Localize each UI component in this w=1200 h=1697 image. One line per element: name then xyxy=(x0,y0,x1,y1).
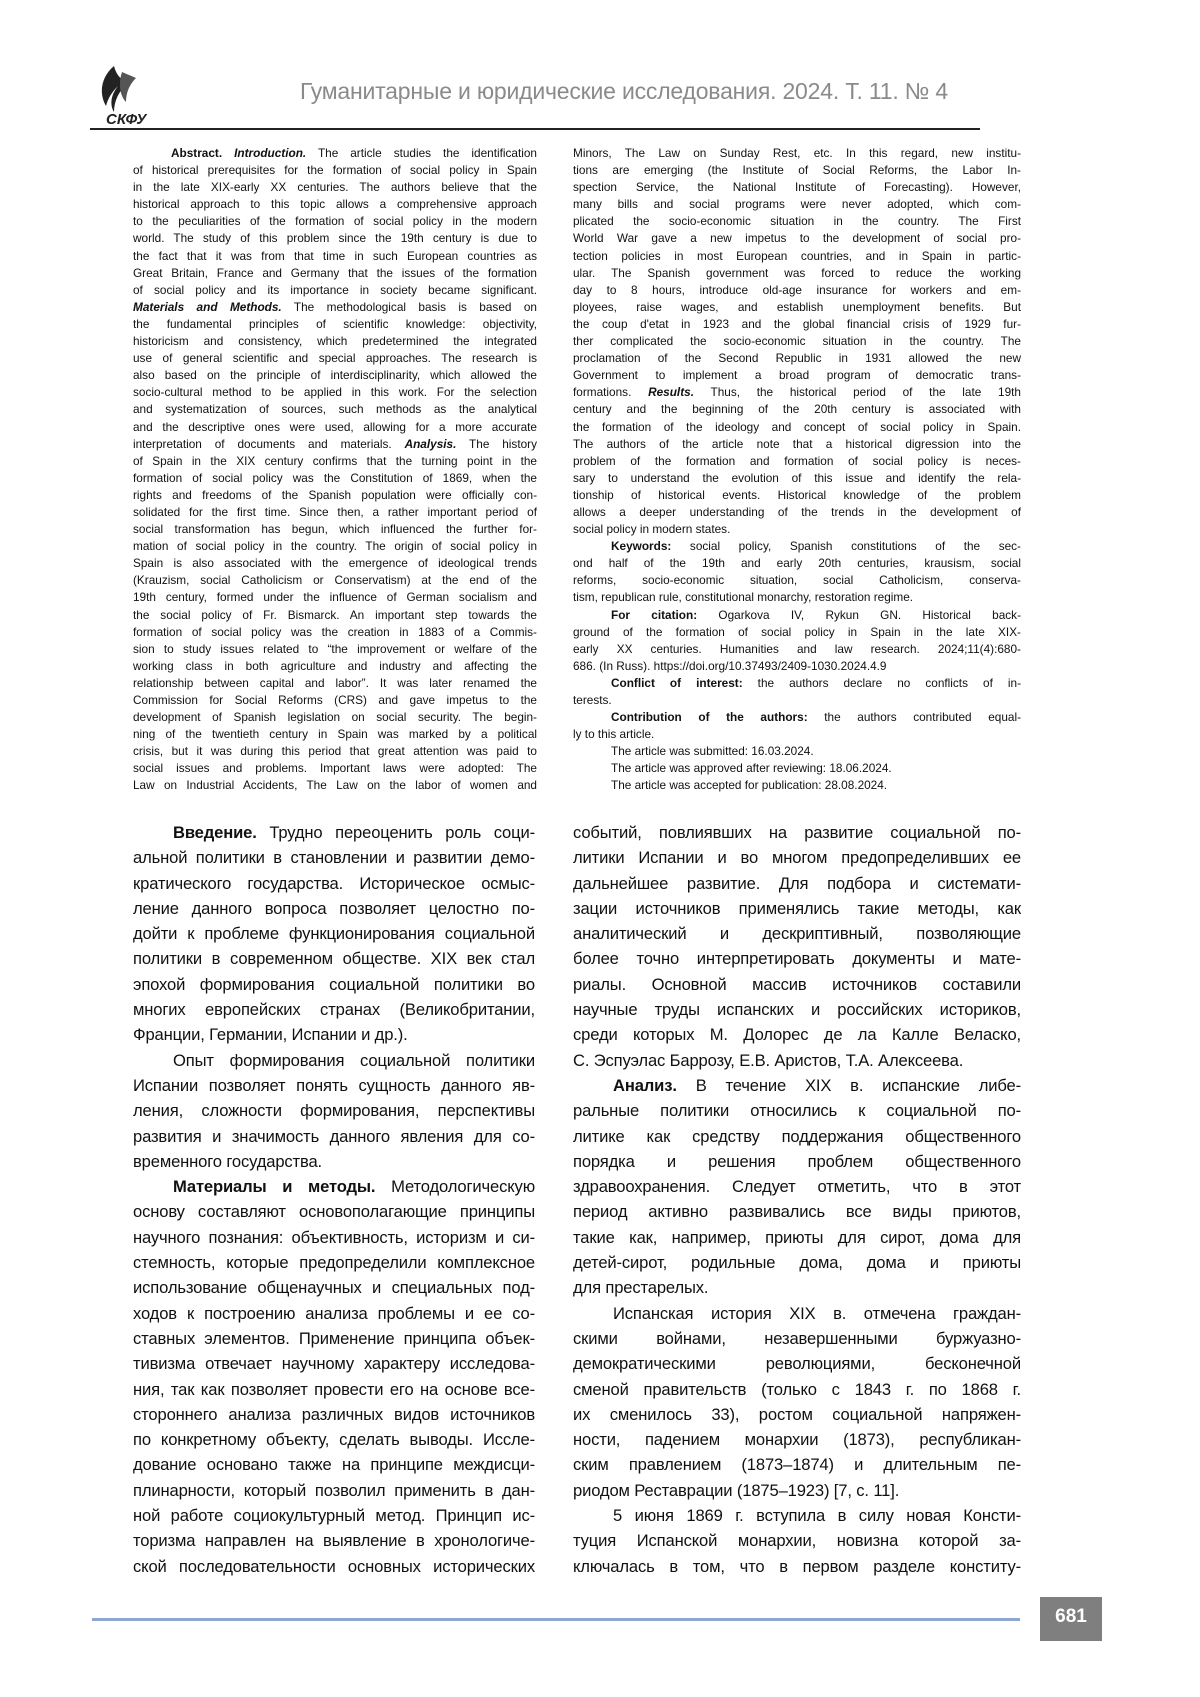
text-line: Government to implement a broad program of democratic trans- xyxy=(573,368,1021,383)
text-line: дальнейшее развитие. Для подбора и системати- xyxy=(573,873,1021,893)
text-line: развития и значимость данного явления для со- xyxy=(133,1126,535,1146)
paragraph xyxy=(573,1503,1021,1579)
text-line: такие как, например, приюты для сирот, дома для xyxy=(573,1227,1021,1247)
text-line: риодом Реставрации (1875–1923) [7, с. 11]. xyxy=(573,1480,900,1500)
text-line: ставных элементов. Применение принципа объек- xyxy=(133,1328,535,1348)
text-line: (Krauzism, social Catholicism or Conservatism) at the end of the xyxy=(133,573,537,588)
text-line: их сменилось 33), ростом социальной напряжен- xyxy=(573,1404,1021,1424)
text-line: rights and freedoms of the Spanish population were officially con- xyxy=(133,487,537,502)
paragraph xyxy=(573,743,1021,760)
text-line: порядка и решения проблем общественного xyxy=(573,1151,1021,1171)
text-line: the formation of the ideology and concept of social policy in Spain. xyxy=(573,419,1021,434)
text-line: early XX centuries. Humanities and law research. 2024;11(4):680- xyxy=(573,641,1021,656)
text-run: The article studies the identification xyxy=(306,146,537,160)
text-line: socio-cultural method to be applied in this work. For the selection xyxy=(133,385,537,400)
text-line: ральные политики относились к социальной по- xyxy=(573,1101,1021,1121)
text-line: tism, republican rule, constitutional monarchy, restoration regime. xyxy=(573,590,914,605)
text-line xyxy=(133,1174,535,1199)
text-line: ond half of the 19th and early 20th centuries, krausism, social xyxy=(573,556,1021,571)
section-lead: Abstract. xyxy=(171,146,235,160)
paragraph xyxy=(573,1073,1021,1301)
text-line: альной политики в становлении и развитии демо- xyxy=(133,848,535,868)
text-line: sary to understand the evolution of this issue and identify the rela- xyxy=(573,470,1021,485)
text-line: Франции, Германии, Испании и др.). xyxy=(133,1025,408,1045)
text-line: ной работе социокультурный метод. Принцип ис- xyxy=(133,1506,535,1526)
text-line: торизма направлен на выявление в хронологиче- xyxy=(133,1531,535,1551)
text-line: reforms, socio-economic situation, social Catholicism, conserva- xyxy=(573,573,1021,588)
text-line: основу составляют основополагающие принципы xyxy=(133,1202,535,1222)
text-line: formation of social policy was the Constitution of 1869, when the xyxy=(133,470,537,485)
text-line xyxy=(133,299,537,316)
paragraph xyxy=(573,760,1021,777)
text-line: The article was submitted: 16.03.2024. xyxy=(611,744,814,759)
text-line: historical approach to this topic allows a comprehensive approach xyxy=(133,197,537,212)
text-line: ходов к построению анализа проблемы и ее со- xyxy=(133,1303,535,1323)
text-line xyxy=(573,675,1021,692)
text-line: ther complicated the socio-economic situation in the country. The xyxy=(573,334,1021,349)
paragraph xyxy=(573,538,1021,606)
text-line xyxy=(573,538,1021,555)
text-line: the coup d'etat in 1923 and the global financial crisis of 1929 fur- xyxy=(573,316,1021,331)
text-line xyxy=(573,384,1021,401)
paragraph xyxy=(133,820,535,1048)
text-run: social policy, Spanish constitutions of the sec- xyxy=(671,539,1021,554)
text-line xyxy=(133,436,537,453)
text-line: Spain is also associated with the emergence of ideological trends xyxy=(133,556,537,571)
paragraph xyxy=(133,1174,535,1579)
text-line: terests. xyxy=(573,693,612,707)
text-line: solidated for the first time. Since then, a rather important period of xyxy=(133,504,537,519)
text-line: The authors of the article note that a historical digression into the xyxy=(573,436,1021,451)
text-line: литики Испании и во многом предопределивших ее xyxy=(573,848,1021,868)
section-lead: Analysis. xyxy=(404,436,457,451)
text-line: ular. The Spanish government was forced to reduce the working xyxy=(573,265,1021,280)
text-line: day to 8 hours, introduce old-age insurance for workers and em- xyxy=(573,282,1021,297)
text-run: В течение XIX в. испанские либе- xyxy=(676,1075,1021,1095)
text-line: social policy in modern states. xyxy=(573,522,731,537)
text-line: historicism and consistency, which predetermined the integrated xyxy=(133,334,537,349)
text-line: демократическими революциями, бесконечной xyxy=(573,1354,1021,1374)
text-line: social issues and problems. Important laws were adopted: The xyxy=(133,761,537,776)
text-line: The article was approved after reviewing: 18.06.2024. xyxy=(611,761,892,776)
text-line: 5 июня 1869 г. вступила в силу новая Консти- xyxy=(613,1506,1021,1526)
footer-divider xyxy=(92,1618,1020,1621)
text-line: дование основано также на принципе междисци- xyxy=(133,1455,535,1475)
text-line: ским правлением (1873–1874) и длительным пе- xyxy=(573,1455,1021,1475)
text-line: скими войнами, незавершенными буржуазно- xyxy=(573,1328,1021,1348)
text-line: тивизма отвечает научному характеру исследова- xyxy=(133,1354,535,1374)
paragraph xyxy=(133,1048,535,1174)
text-line: политики в современном обществе. XIX век стал xyxy=(133,949,535,969)
text-line: сменой правительств (только с 1843 г. по 1868 г. xyxy=(573,1379,1021,1399)
text-line: Испании позволяет понять сущность данного яв- xyxy=(133,1075,535,1095)
text-line: для престарелых. xyxy=(573,1278,709,1298)
body-right-column xyxy=(573,820,1021,1579)
text-line: plicated the socio-economic situation in the country. The First xyxy=(573,214,1021,229)
text-line: allows a deeper understanding of the trends in the development of xyxy=(573,504,1021,519)
text-line: Commission for Social Reforms (CRS) and gave impetus to the xyxy=(133,693,537,707)
text-run: Ogarkova IV, Rykun GN. Historical back- xyxy=(697,607,1022,622)
journal-running-head: Гуманитарные и юридические исследования. 2024. Т. 11. № 4 xyxy=(300,78,948,104)
text-line: ния, так как позволяет провести его на основе все- xyxy=(133,1379,535,1399)
text-line xyxy=(133,145,537,162)
text-line: научные труды испанских и российских историков, xyxy=(573,1000,1021,1020)
text-line: to the peculiarities of the formation of social policy in the modern xyxy=(133,214,537,229)
text-line: более точно интерпретировать документы и мате- xyxy=(573,949,1021,969)
text-line: The article was accepted for publication: 28.08.2024. xyxy=(611,778,888,793)
text-line: временного государства. xyxy=(133,1151,323,1171)
text-line: and the descriptive ones were used, allowing for a more accurate xyxy=(133,419,537,434)
text-line: туция Испанской монархии, новизна которой за- xyxy=(573,1531,1021,1551)
svg-text:СКФУ: СКФУ xyxy=(106,111,147,128)
text-line: здравоохранения. Следует отметить, что в этот xyxy=(573,1177,1021,1197)
section-lead: Contribution of the authors: xyxy=(611,710,808,725)
text-line: 686. (In Russ). https://doi.org/10.37493/2409-1030.2024.4.9 xyxy=(573,658,887,673)
text-line: formation of social policy was the creation in 1883 of a Commis- xyxy=(133,624,537,639)
paragraph xyxy=(133,145,537,795)
text-line: of historical prerequisites for the formation of social policy in Spain xyxy=(133,163,537,178)
text-line: ности, падением монархии (1873), республикан- xyxy=(573,1430,1021,1450)
text-line: стемность, которые предопределили комплексное xyxy=(133,1253,535,1273)
text-line: of social policy and its importance in society became significant. xyxy=(133,282,537,297)
section-lead: Introduction. xyxy=(234,146,307,160)
text-line: ployees, raise wages, and establish unemployment benefits. But xyxy=(573,299,1021,314)
paragraph xyxy=(573,145,1021,538)
text-line: working class in both agriculture and industry and affecting the xyxy=(133,658,537,673)
text-line: ly to this article. xyxy=(573,727,655,742)
text-line: стороннего анализа различных видов источников xyxy=(133,1404,535,1424)
text-line: зации источников применялись такие методы, как xyxy=(573,898,1021,918)
text-line: многих европейских странах (Великобритании, xyxy=(133,1000,535,1020)
text-line: tions are emerging (the Institute of Social Reforms, the Labor In- xyxy=(573,163,1021,178)
text-line xyxy=(573,607,1021,624)
text-line: С. Эспуэлас Баррозу, Е.В. Аристов, Т.А. Алексеева. xyxy=(573,1050,964,1070)
paragraph xyxy=(573,820,1021,1073)
paragraph xyxy=(573,777,1021,794)
text-line: 19th century, formed under the influence of German socialism and xyxy=(133,590,537,605)
section-lead: Keywords: xyxy=(611,539,672,554)
text-line: Испанская история XIX в. отмечена граждан- xyxy=(613,1303,1021,1323)
text-line: the fact that it was from that time in such European countries as xyxy=(133,248,537,263)
text-line: научного познания: объективность, историзм и си- xyxy=(133,1227,535,1247)
text-run: the authors declare no conflicts of in- xyxy=(742,675,1021,690)
text-line: in the late XIX-early XX centuries. The authors believe that the xyxy=(133,180,537,195)
text-line: риалы. Основной массив источников составили xyxy=(573,974,1021,994)
text-line xyxy=(573,1073,1021,1098)
section-lead: Conflict of interest: xyxy=(611,675,743,690)
header-divider xyxy=(90,128,980,130)
section-lead: Анализ. xyxy=(613,1075,677,1095)
paragraph xyxy=(573,1301,1021,1503)
section-lead: For citation: xyxy=(611,607,698,622)
text-line: relationship between capital and labor”. It was later renamed the xyxy=(133,675,537,690)
text-line: the social policy of Fr. Bismarck. An important step towards the xyxy=(133,607,537,622)
text-line: and systematization of sources, such methods as the analytical xyxy=(133,402,537,417)
text-line: also based on the principle of interdisciplinarity, which allowed the xyxy=(133,368,537,383)
text-line: ключалась в том, что в первом разделе конститу- xyxy=(573,1556,1021,1576)
text-run: Методологическую xyxy=(375,1177,535,1197)
text-line: кратического государства. Историческое осмыс- xyxy=(133,873,535,893)
text-line: плинарности, который позволил применить в дан- xyxy=(133,1480,535,1500)
section-lead: Materials and Methods. xyxy=(133,299,282,314)
page-number: 681 xyxy=(1040,1597,1102,1641)
section-lead: Введение. xyxy=(173,823,257,842)
text-line: аналитический и дескриптивный, позволяющие xyxy=(573,924,1021,944)
abstract-left-column xyxy=(133,145,537,795)
text-line: century and the beginning of the 20th century is associated with xyxy=(573,402,1021,417)
text-line: problem of the formation and formation of social policy is neces- xyxy=(573,453,1021,468)
text-run: interpretation of documents and materials. xyxy=(133,436,405,451)
text-line: детей-сирот, родильные дома, дома и приюты xyxy=(573,1253,1021,1273)
text-line: proclamation of the Second Republic in 1931 allowed the new xyxy=(573,351,1021,366)
text-line: the fundamental principles of scientific knowledge: objectivity, xyxy=(133,316,537,331)
paragraph xyxy=(573,607,1021,675)
text-line: ления, сложности формирования, перспективы xyxy=(133,1101,535,1121)
section-lead: Results. xyxy=(648,385,694,400)
text-run: Трудно переоценить роль соци- xyxy=(256,823,535,842)
paragraph xyxy=(573,675,1021,709)
text-line: литике как средству поддержания общественного xyxy=(573,1126,1021,1146)
text-line: tection policies in most European countries, and in Spain in partic- xyxy=(573,248,1021,263)
text-line: Law on Industrial Accidents, The Law on the labor of women and xyxy=(133,778,537,793)
text-line xyxy=(133,820,535,845)
text-line: период активно развивались все виды приютов, xyxy=(573,1202,1021,1222)
text-run: The history xyxy=(456,436,537,451)
university-logo xyxy=(92,62,164,128)
text-line: эпохой формирования социальной политики во xyxy=(133,974,535,994)
text-line: spection Service, the National Institute of Forecasting). However, xyxy=(573,180,1021,195)
paragraph xyxy=(573,709,1021,743)
abstract-right-column xyxy=(573,145,1021,795)
text-line: of Spain in the XIX century confirms that the turning point in the xyxy=(133,453,537,468)
text-line: по конкретному объекту, сделать выводы. Иссле- xyxy=(133,1430,535,1450)
text-line: many bills and social programs were never adopted, which com- xyxy=(573,197,1021,212)
text-line: social transformation has begun, which influenced the further for- xyxy=(133,522,537,537)
text-line: использование общенаучных и специальных под- xyxy=(133,1278,535,1298)
text-line: World War gave a new impetus to the development of social pro- xyxy=(573,231,1021,246)
text-run: The methodological basis is based on xyxy=(281,299,537,314)
text-line: mation of social policy in the country. The origin of social policy in xyxy=(133,539,537,554)
text-line: событий, повлиявших на развитие социальной по- xyxy=(573,823,1021,842)
text-line: world. The study of this problem since the 19th century is due to xyxy=(133,231,537,246)
text-line: use of general scientific and special approaches. The research is xyxy=(133,351,537,366)
text-line: sion to study issues related to “the improvement or welfare of the xyxy=(133,641,537,656)
text-line: development of Spanish legislation on social security. The begin- xyxy=(133,710,537,725)
text-line: ground of the formation of social policy in Spain in the late XIX- xyxy=(573,624,1021,639)
text-run: Thus, the historical period of the late 19th xyxy=(693,385,1021,400)
text-run: formations. xyxy=(573,385,649,400)
text-line: среди которых М. Долорес де ла Калле Веласко, xyxy=(573,1025,1021,1045)
text-line: Опыт формирования социальной политики xyxy=(173,1050,535,1070)
text-line: tionship of historical events. Historical knowledge of the problem xyxy=(573,487,1021,502)
text-line xyxy=(573,709,1021,726)
text-line: crisis, but it was during this period that great attention was paid to xyxy=(133,744,537,759)
text-line: дойти к проблеме функционирования социальной xyxy=(133,924,535,944)
text-line: Great Britain, France and Germany that the issues of the formation xyxy=(133,265,537,280)
section-lead: Материалы и методы. xyxy=(173,1177,376,1197)
text-line: ление данного вопроса позволяет целостно по- xyxy=(133,898,535,918)
text-line: ning of the twentieth century in Spain was marked by a political xyxy=(133,727,537,742)
text-run: the authors contributed equal- xyxy=(807,710,1021,725)
body-left-column xyxy=(133,820,535,1579)
text-line: ской последовательности основных исторических xyxy=(133,1556,535,1576)
text-line: Minors, The Law on Sunday Rest, etc. In this regard, new institu- xyxy=(573,146,1021,160)
